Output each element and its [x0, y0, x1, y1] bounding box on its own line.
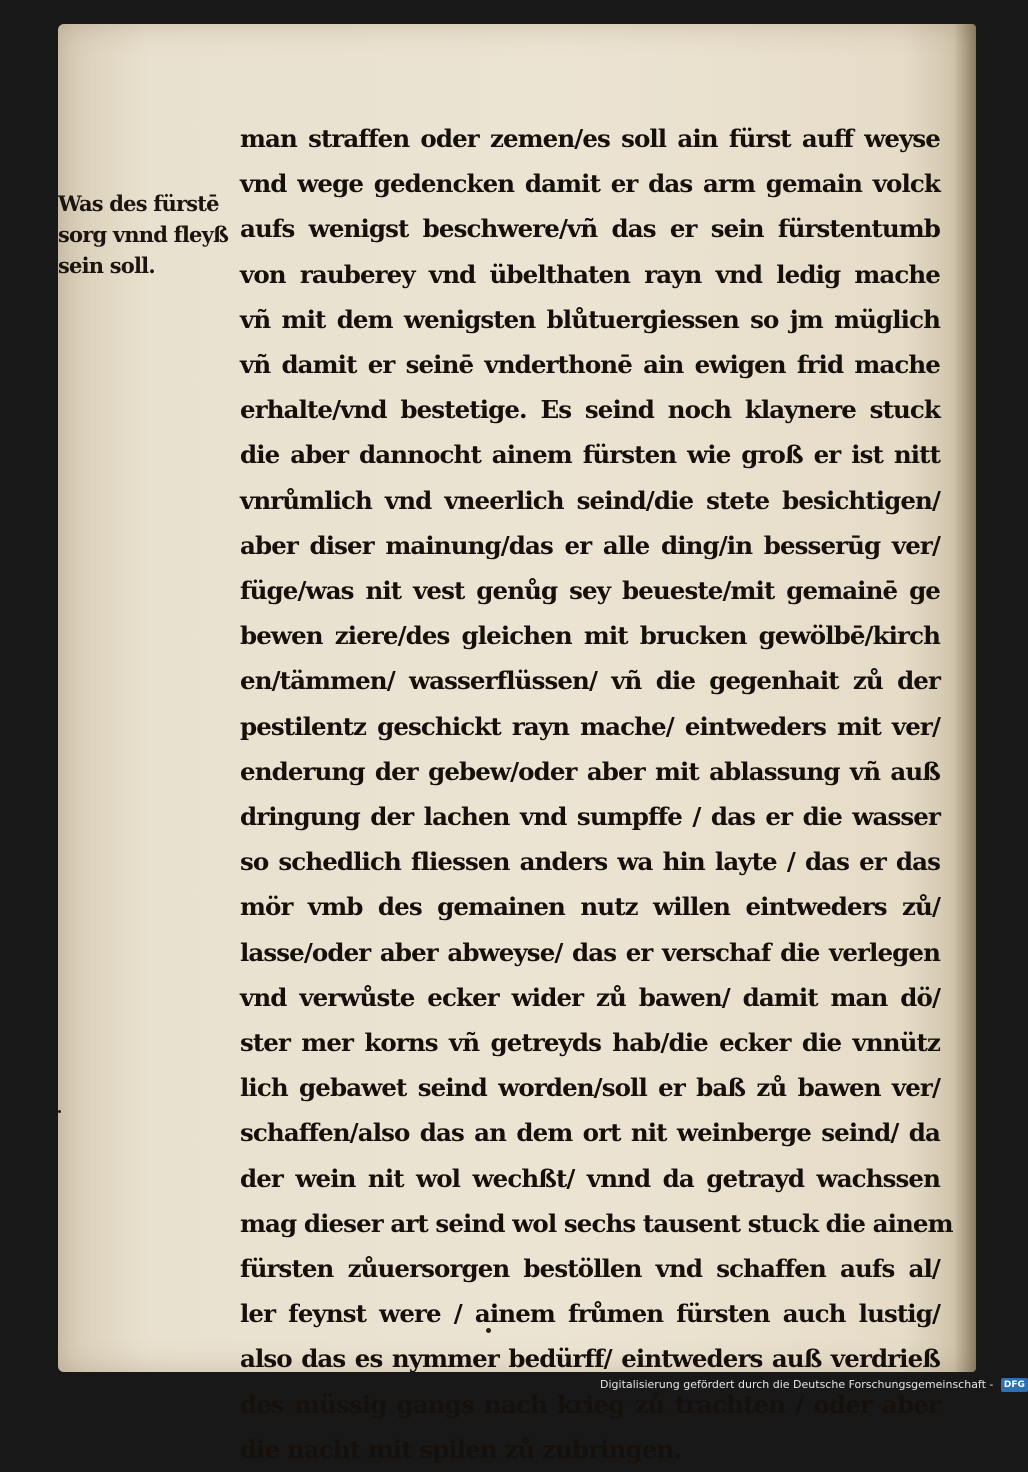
text-line: des müssig gangs nach krieg zů trachten / oder aber	[240, 1389, 940, 1419]
text-line: vñ mit dem wenigsten blůtuergiessen so jm müglich	[240, 304, 940, 334]
page-edge-shadow	[954, 24, 976, 1372]
text-line: füge/was nit vest genůg sey beueste/mit gemainē ge	[240, 576, 940, 606]
text-line: en/tämmen/ wasserflüssen/ vñ die gegenhait zů der	[240, 666, 940, 696]
text-line: lich gebawet seind worden/soll er baß zů bawen ver/	[240, 1073, 940, 1103]
text-line: der wein nit wol wechßt/ vnnd da getrayd wachssen	[240, 1163, 940, 1193]
text-line: aber diser mainung/das er alle ding/in besserūg ver/	[240, 530, 940, 560]
text-line: fürsten zůuersorgen bestöllen vnd schaffen aufs al/	[240, 1254, 940, 1284]
text-line-last: die nacht mit spilen zů zubringen.	[240, 1434, 681, 1464]
footer-text: Digitalisierung gefördert durch die Deutsche Forschungsgemeinschaft -	[600, 1378, 994, 1391]
text-line: ler feynst were / ainem frůmen fürsten auch lustig/	[240, 1299, 940, 1329]
text-line: schaffen/also das an dem ort nit weinberge seind/ da	[240, 1118, 940, 1148]
margin-note-line: Was des fürstē	[58, 191, 219, 216]
text-line: mör vmb des gemainen nutz willen eintweders zů/	[240, 892, 940, 922]
body-text	[240, 116, 953, 1472]
text-line: dringung der lachen vnd sumpffe / das er die wasser	[240, 802, 940, 832]
ink-speck	[486, 1328, 491, 1333]
text-line: enderung der gebew/oder aber mit ablassung vñ auß	[240, 756, 940, 786]
text-line: aufs wenigst beschwere/vñ das er sein fürstentumb	[240, 214, 940, 244]
text-line: bewen ziere/des gleichen mit brucken gewölbē/kirch	[240, 621, 940, 651]
text-line: so schedlich fliessen anders wa hin layte / das er das	[240, 847, 940, 877]
ink-speck	[58, 1110, 61, 1113]
text-line: vnrůmlich vnd vneerlich seind/die stete besichtigen/	[240, 485, 940, 515]
text-line: lasse/oder aber abweyse/ das er verschaf die verlegen	[240, 937, 940, 967]
text-line: vnd verwůste ecker wider zů bawen/ damit man dö/	[240, 982, 940, 1012]
text-line: die aber dannocht ainem fürsten wie groß er ist nitt	[240, 440, 940, 470]
digitization-footer	[600, 1375, 1028, 1395]
dfg-logo: DFG	[1001, 1378, 1028, 1392]
text-line: von rauberey vnd übelthaten rayn vnd ledig mache	[240, 259, 940, 289]
text-line: also das es nymmer bedürff/ eintweders auß verdrieß	[240, 1344, 940, 1374]
text-line: vnd wege gedencken damit er das arm gemain volck	[240, 169, 940, 199]
text-line: mag dieser art seind wol sechs tausent stuck die ainem	[240, 1208, 953, 1238]
margin-note-line: sorg vnnd fleyß	[58, 222, 229, 247]
text-line: erhalte/vnd bestetige. Es seind noch klaynere stuck	[240, 395, 940, 425]
text-line: man straffen oder zemen/es soll ain fürst auff weyse	[240, 124, 940, 153]
text-line: ster mer korns vñ getreyds hab/die ecker die vnnütz	[240, 1028, 940, 1058]
text-line: pestilentz geschickt rayn mache/ eintweders mit ver/	[240, 711, 940, 741]
text-line: vñ damit er seinē vnderthonē ain ewigen frid mache	[240, 350, 940, 380]
margin-note	[58, 188, 240, 281]
margin-note-line: sein soll.	[58, 253, 155, 278]
